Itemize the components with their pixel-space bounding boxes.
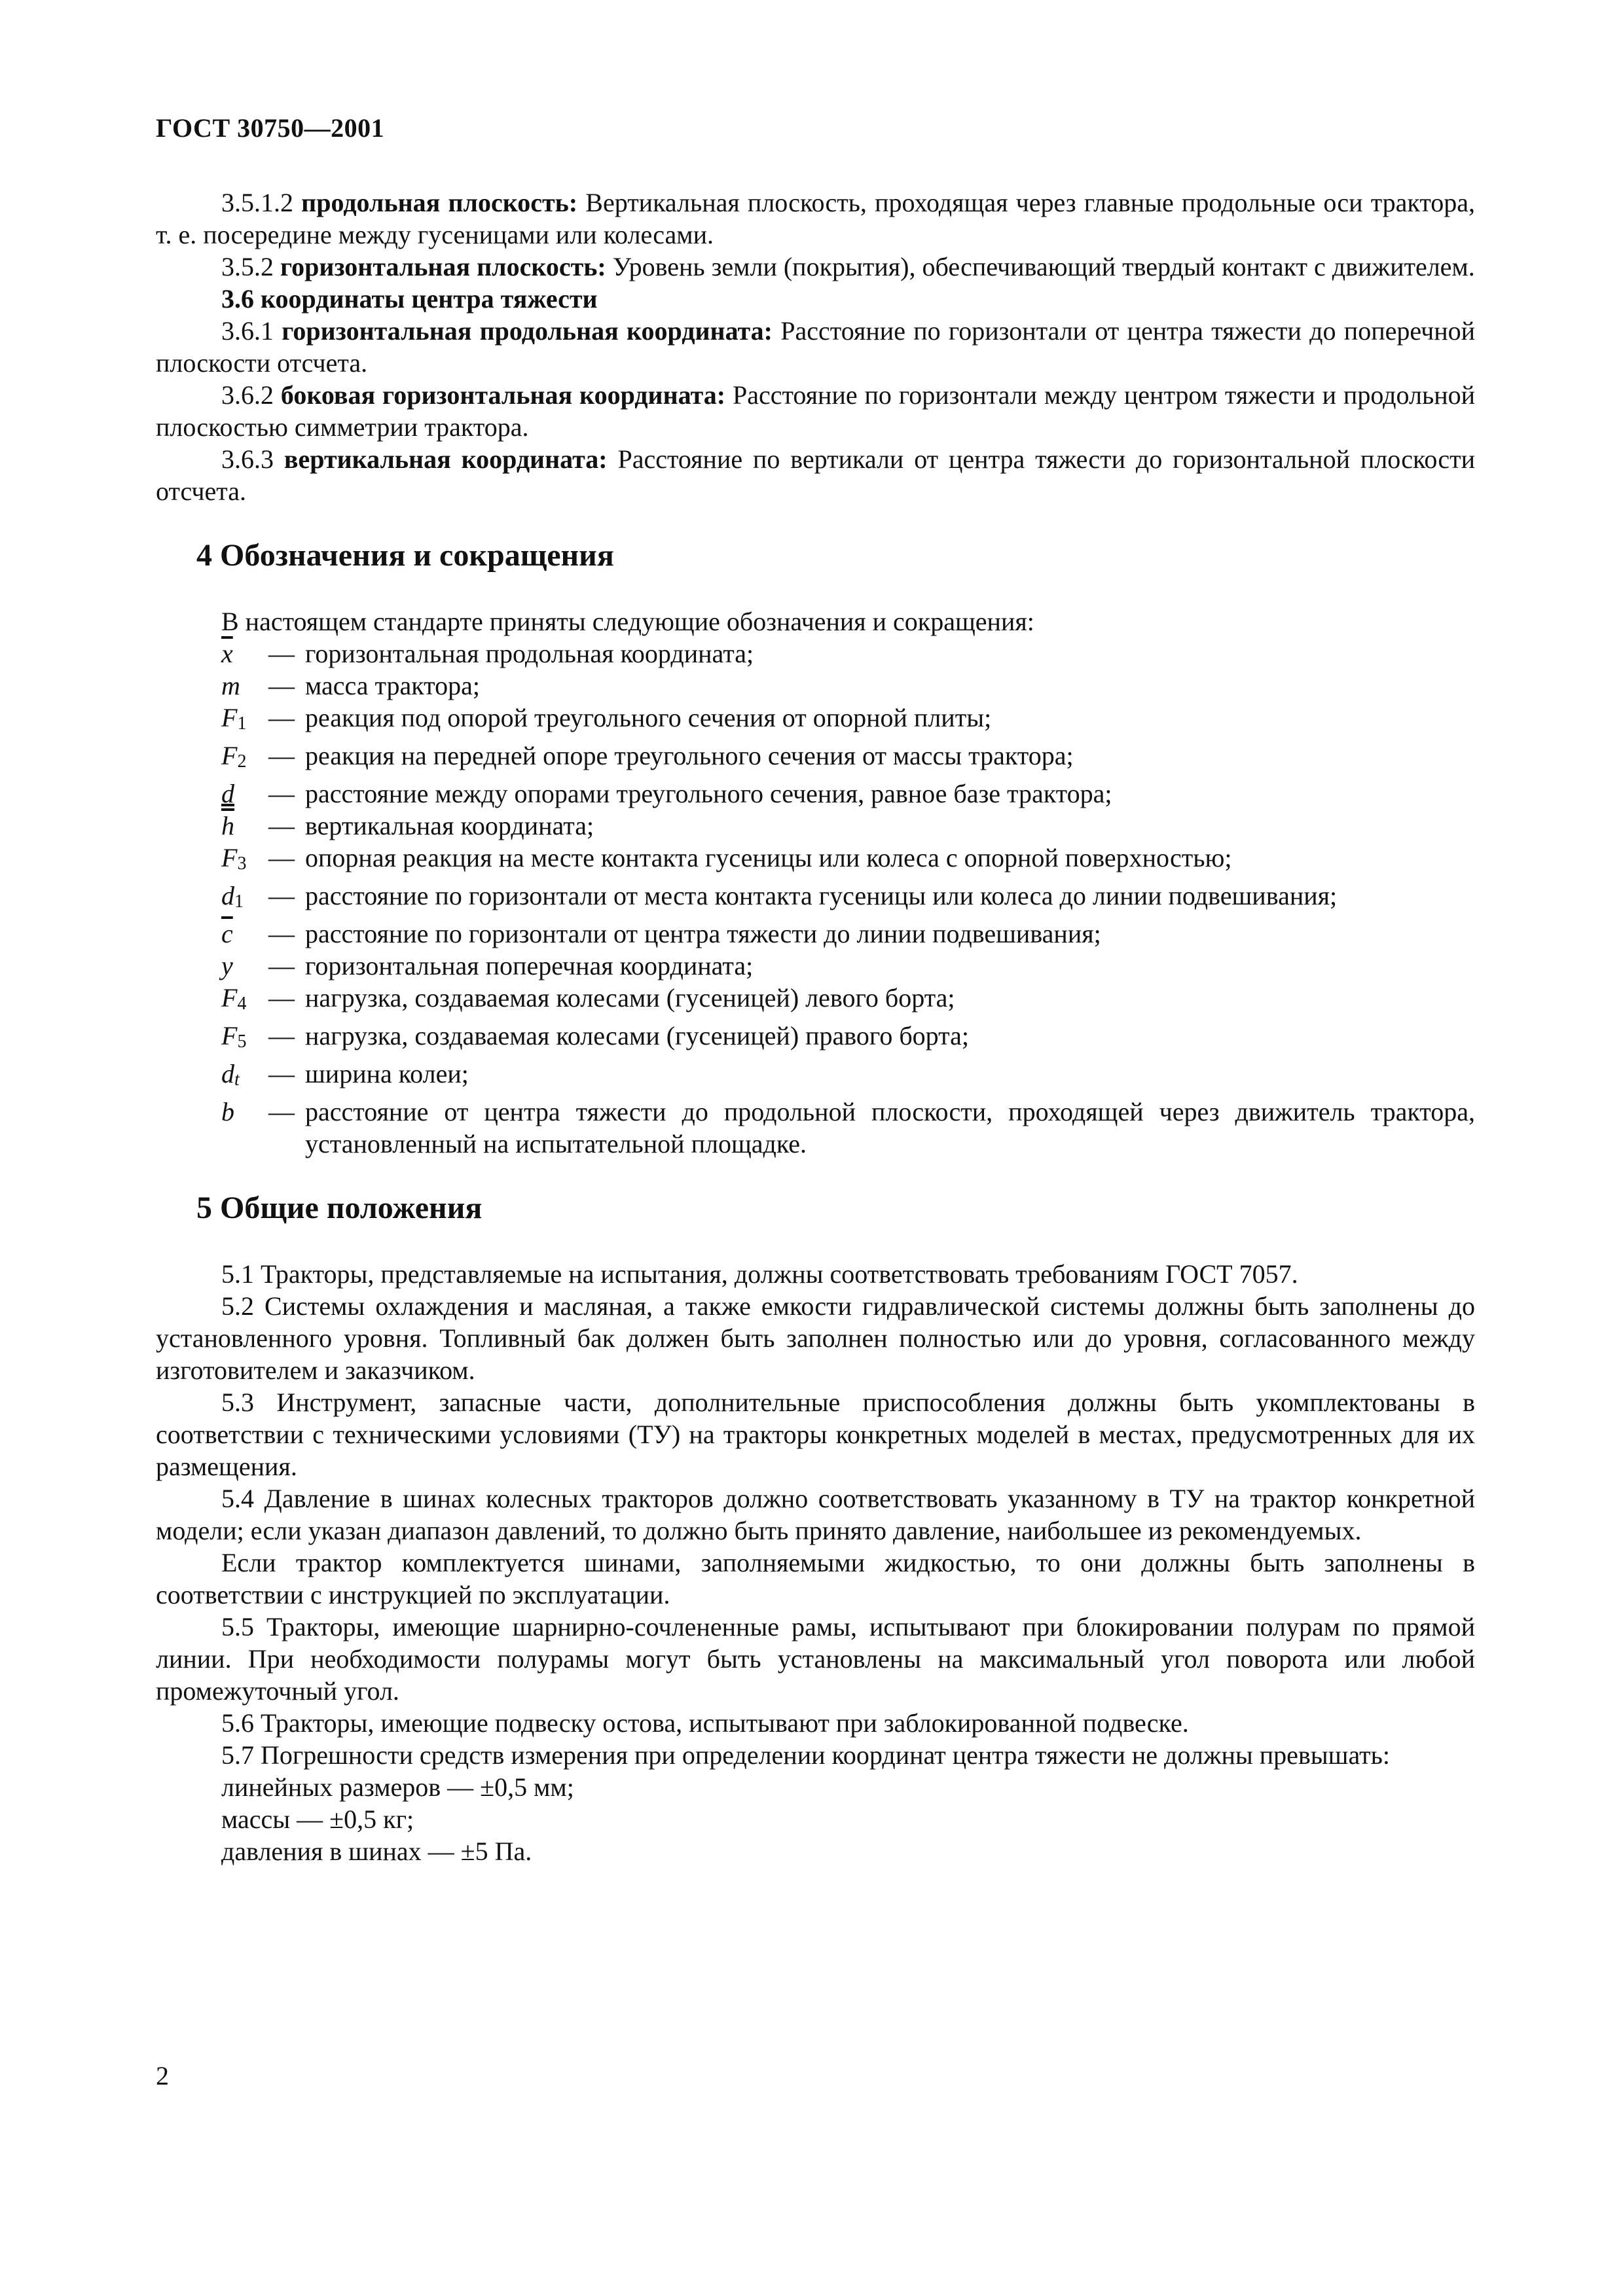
dash: — — [268, 703, 295, 732]
abbreviation-list — [221, 637, 1475, 1160]
dash: — — [268, 1021, 295, 1050]
clause-3-6-1: 3.6.1 горизонтальная продольная координата: Расстояние по горизонтали от центра тяжести до поперечной плоскости отсчета. — [156, 316, 1476, 378]
abbr-row-f1 — [221, 702, 1475, 740]
abbr-row-y — [221, 950, 1475, 982]
abbr-row-m — [221, 670, 1475, 702]
page-body — [156, 187, 1475, 1867]
definition: нагрузка, создаваемая колесами (гусеницей) левого борта; — [305, 983, 955, 1013]
clause-5-4: 5.4 Давление в шинах колесных тракторов должно соответствовать указанному в ТУ на трактор конкретной модели; если указан диапазон давлений, то должно быть принято давление, наибольшее из рекомендуемых. — [156, 1484, 1475, 1545]
clause-3-5-2: 3.5.2 горизонтальная плоскость: Уровень земли (покрытия), обеспечивающий твердый контакт с движителем. — [221, 252, 1475, 281]
definition: горизонтальная продольная координата; — [305, 639, 754, 668]
abbr-row-f2 — [221, 740, 1475, 778]
symbol: $F_3$ — [221, 843, 247, 874]
clause-5-5: 5.5 Тракторы, имеющие шарнирно-сочлененные рамы, испытывают при блокировании полурам по прямой линии. При необходимости полурамы могут быть установлены на максимальный угол поворота или любой промежуточный угол. — [156, 1612, 1475, 1706]
symbol: $\overline{h}$ — [221, 811, 234, 840]
dash: — — [268, 881, 295, 910]
symbol: $\overline{x}$ — [221, 639, 233, 668]
symbol: $\overline{c}$ — [221, 919, 233, 948]
symbol: m — [221, 671, 240, 700]
dash: — — [268, 639, 295, 668]
dash: — — [268, 741, 295, 770]
tolerance-linear: линейных размеров — ±0,5 мм; — [221, 1772, 574, 1802]
clause-3-6-2: 3.6.2 боковая горизонтальная координата: Расстояние по горизонтали между центром тяжести и продольной плоскостью симметрии трактора. — [156, 380, 1476, 442]
abbr-row-d — [221, 778, 1475, 810]
dash: — — [268, 1097, 295, 1126]
definition: вертикальная координата; — [305, 811, 594, 840]
dash: — — [268, 951, 295, 980]
definition: расстояние по горизонтали от центра тяжести до линии подвешивания; — [305, 919, 1101, 948]
section-4-title: 4 Обозначения и сокращения — [196, 538, 614, 573]
definition: опорная реакция на месте контакта гусеницы или колеса с опорной поверхностью; — [305, 843, 1232, 872]
clause-5-4-continued: Если трактор комплектуется шинами, заполняемыми жидкостью, то они должны быть заполнены в соответствии с инструкцией по эксплуатации. — [156, 1548, 1475, 1609]
definition: расстояние по горизонтали от места контакта гусеницы или колеса до линии подвешивания; — [305, 881, 1338, 910]
clause-5-1: 5.1 Тракторы, представляемые на испытания, должны соответствовать требованиям ГОСТ 7057. — [221, 1259, 1298, 1289]
abbr-row-b — [221, 1096, 1475, 1160]
abbr-row-f3 — [221, 842, 1475, 880]
definition: ширина колеи; — [305, 1059, 469, 1088]
definition: горизонтальная поперечная координата; — [305, 951, 754, 980]
symbol: $F_4$ — [221, 983, 247, 1014]
abbr-row-f5 — [221, 1020, 1475, 1058]
dash: — — [268, 779, 295, 808]
definition: реакция под опорой треугольного сечения от опорной плиты; — [305, 703, 992, 732]
dash: — — [268, 811, 295, 840]
symbol: $F_1$ — [221, 703, 247, 734]
dash: — — [268, 843, 295, 872]
tolerance-pressure: давления в шинах — ±5 Па. — [221, 1837, 532, 1866]
clause-5-6: 5.6 Тракторы, имеющие подвеску остова, испытывают при заблокированной подвеске. — [221, 1708, 1189, 1738]
abbr-row-x — [221, 637, 1475, 670]
dash: — — [268, 1059, 295, 1088]
symbol: y — [221, 951, 233, 980]
abbr-row-dt — [221, 1058, 1475, 1096]
definition: масса трактора; — [305, 671, 480, 700]
page-number: 2 — [156, 2061, 169, 2090]
definition: нагрузка, создаваемая колесами (гусеницей) правого борта; — [305, 1021, 969, 1050]
dash: — — [268, 983, 295, 1013]
symbol: b — [221, 1097, 234, 1126]
clause-5-7: 5.7 Погрешности средств измерения при определении координат центра тяжести не должны превышать: — [221, 1740, 1391, 1770]
definition: расстояние между опорами треугольного сечения, равное базе трактора; — [305, 779, 1112, 808]
dash: — — [268, 671, 295, 700]
definition: реакция на передней опоре треугольного сечения от массы трактора; — [305, 741, 1074, 770]
clause-3-6: 3.6 координаты центра тяжести — [221, 284, 598, 314]
clause-3-6-3: 3.6.3 вертикальная координата: Расстояние по вертикали от центра тяжести до горизонтальной плоскости отсчета. — [156, 444, 1476, 506]
clause-3-5-1-2: 3.5.1.2 продольная плоскость: Вертикальная плоскость, проходящая через главные продольные оси трактора, т. е. посередине между гусеницами или колесами. — [156, 188, 1476, 249]
section-5-title: 5 Общие положения — [196, 1191, 483, 1225]
abbr-row-f4 — [221, 982, 1475, 1020]
section-4-intro: В настоящем стандарте приняты следующие обозначения и сокращения: — [221, 607, 1034, 636]
dash: — — [268, 919, 295, 948]
abbr-row-d1 — [221, 880, 1475, 918]
symbol: $d_t$ — [221, 1059, 240, 1090]
abbr-row-c — [221, 918, 1475, 950]
clause-5-2: 5.2 Системы охлаждения и масляная, а также емкости гидравлической системы должны быть заполнены до установленного уровня. Топливный бак должен быть заполнен полностью или до уровня, согласованного между изготовителем и заказчиком. — [156, 1291, 1475, 1385]
definition: расстояние от центра тяжести до продольной плоскости, проходящей через движитель трактора, установленный на испытательной площадке. — [305, 1097, 1475, 1158]
page-header: ГОСТ 30750—2001 — [156, 113, 385, 143]
symbol: $F_5$ — [221, 1021, 247, 1052]
symbol: $d_1$ — [221, 881, 244, 912]
symbol: $F_2$ — [221, 741, 247, 772]
symbol: d — [221, 779, 234, 808]
clause-5-3: 5.3 Инструмент, запасные части, дополнительные приспособления должны быть укомплектованы в соответствии с техническими условиями (ТУ) на тракторы конкретных моделей в местах, предусмотренных для их размещения. — [156, 1388, 1475, 1481]
tolerance-mass: массы — ±0,5 кг; — [221, 1804, 414, 1834]
abbr-row-h — [221, 810, 1475, 842]
